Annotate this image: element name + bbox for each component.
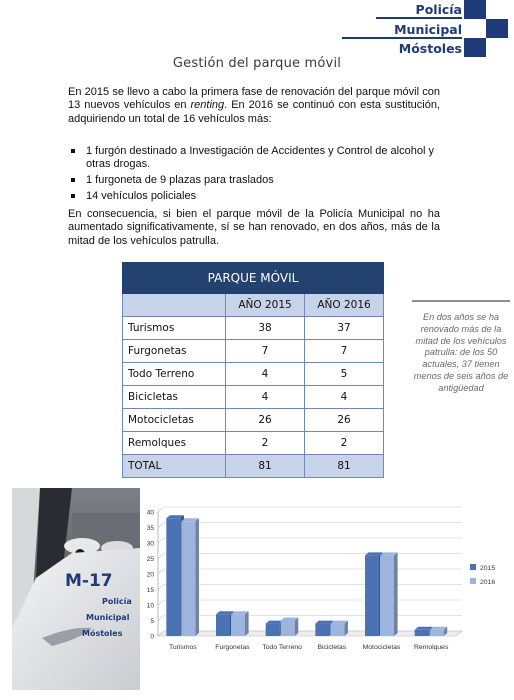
list-item: 1 furgoneta de 9 plazas para traslados	[68, 174, 440, 187]
x-tick-label: Bicicletas	[317, 644, 347, 651]
door-text-line: Municipal	[86, 613, 130, 622]
y-tick-label: 5	[150, 618, 154, 625]
legend-swatch	[470, 578, 476, 584]
table-row: Todo Terreno 4 5	[123, 363, 384, 386]
y-tick-label: 20	[146, 571, 154, 579]
fleet-table	[122, 262, 384, 478]
bar-2015-remolques	[415, 630, 429, 636]
x-tick-label: Todo Terreno	[262, 644, 302, 651]
bar-side	[245, 611, 249, 636]
table-row: Remolques 2 2	[123, 432, 384, 455]
renting-term: renting	[190, 99, 225, 112]
gridline	[158, 600, 164, 605]
gridline	[158, 507, 164, 512]
bar-2016-todo-terreno	[281, 621, 295, 637]
conclusion-paragraph: En consecuencia, si bien el parque móvil de la Policía Municipal no ha aumentado significativamente, sí se han renovado, en dos años, más de la mitad de los vehículos patrulla.	[68, 208, 440, 247]
table-row: Bicicletas 4 4	[123, 386, 384, 409]
logo-line-municipal: Municipal	[394, 22, 462, 37]
y-tick-label: 10	[146, 602, 154, 610]
gridline	[158, 585, 164, 590]
police-car-photo	[12, 488, 140, 690]
list-item: 14 vehículos policiales	[68, 190, 440, 203]
bar-2016-turismos	[181, 521, 195, 636]
table-row: Motocicletas 26 26	[123, 409, 384, 432]
y-tick-label: 30	[146, 540, 154, 548]
door-text-line: Móstoles	[82, 629, 123, 638]
legend-label: 2015	[480, 565, 496, 572]
table-total-row: TOTAL 81 81	[123, 455, 384, 478]
bar-side	[394, 552, 398, 636]
table-corner	[123, 294, 226, 317]
bar-2015-bicicletas	[315, 624, 329, 636]
table-title: PARQUE MÓVIL	[123, 263, 384, 294]
chart-svg	[140, 500, 514, 665]
x-tick-label: Remolques	[413, 644, 449, 651]
door-text-line: Policía	[102, 597, 132, 606]
bar-2015-motocicletas	[365, 555, 379, 636]
side-note: En dos años se ha renovado más de la mitad de los vehículos patrulla: de los 50 actuales, 37 tienen menos de seis años de antigüedad	[412, 300, 510, 395]
table-header-2016: AÑO 2016	[305, 294, 384, 317]
bar-side	[195, 518, 199, 636]
gridline	[158, 569, 164, 574]
intro-paragraph: En 2015 se llevo a cabo la primera fase de renovación del parque móvil con 13 nuevos vehículos en renting. En 2016 se continuó con esta sustitución, adquiriendo un total de 16 vehículos más:	[68, 86, 440, 125]
vehicle-list	[68, 145, 440, 206]
logo-line-policia: Policía	[415, 2, 462, 17]
table-row: Furgonetas 7 7	[123, 340, 384, 363]
gridline	[158, 616, 164, 621]
legend-swatch	[470, 564, 476, 570]
legend-label: 2016	[480, 579, 496, 586]
logo-checker-emblem	[464, 0, 508, 57]
bar-2016-motocicletas	[380, 555, 394, 636]
page-title: Gestión del parque móvil	[172, 56, 342, 71]
bar-2016-bicicletas	[330, 624, 344, 636]
logo-underline	[342, 37, 462, 39]
y-tick-label: 25	[146, 556, 154, 563]
bar-2016-furgonetas	[231, 614, 245, 636]
gridline	[158, 554, 164, 559]
fleet-bar-chart	[140, 500, 514, 665]
list-item: 1 furgón destinado a Investigación de Accidentes y Control de alcohol y otras drogas.	[68, 145, 440, 172]
x-tick-label: Motocicletas	[362, 644, 401, 651]
y-tick-label: 40	[146, 509, 154, 517]
logo-underline	[376, 17, 462, 19]
bar-2015-todo-terreno	[266, 624, 280, 636]
gridline	[158, 538, 164, 543]
bar-side	[295, 618, 299, 637]
logo-line-mostoles: Móstoles	[398, 41, 462, 56]
y-tick-label: 35	[146, 525, 154, 532]
y-tick-label: 15	[146, 587, 154, 594]
plate-text: M-17	[65, 571, 113, 591]
gridline	[158, 523, 164, 528]
bar-2015-furgonetas	[216, 614, 230, 636]
x-tick-label: Furgonetas	[215, 644, 250, 651]
table-header-2015: AÑO 2015	[226, 294, 305, 317]
police-car-image	[12, 488, 140, 690]
bar-2015-turismos	[166, 518, 180, 636]
table-row: Turismos 38 37	[123, 317, 384, 340]
bar-2016-remolques	[430, 630, 444, 636]
x-tick-label: Turismos	[168, 644, 197, 651]
y-tick-label: 0	[150, 633, 154, 641]
